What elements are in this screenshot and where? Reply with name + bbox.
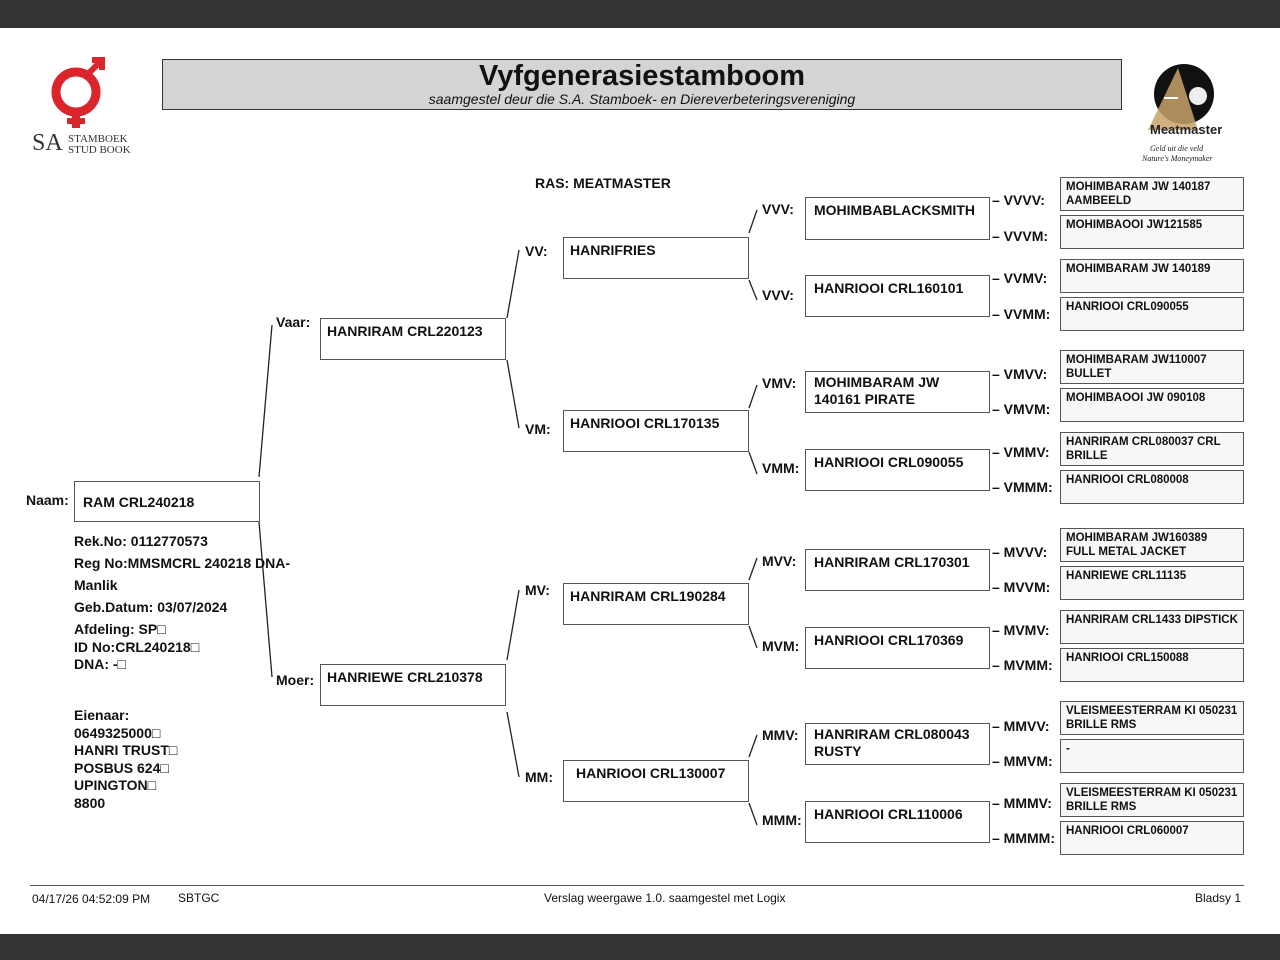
gen4-box (1060, 297, 1244, 331)
logo-initials: SA (32, 130, 63, 156)
gen1-box (320, 318, 506, 360)
gen4-name: VLEISMEESTERRAM KI 050231 BRILLE RMS (1066, 705, 1238, 731)
page-title: Vyfgenerasiestamboom (478, 60, 806, 92)
afdeling: Afdeling: SP□ (74, 621, 166, 637)
animal-info (74, 530, 290, 618)
gen1-name: HANRIEWE CRL210378 (327, 669, 483, 685)
gen3-box (805, 449, 990, 491)
gen4-label: – VMVM: (992, 401, 1051, 417)
gen4-label: – MMVM: (992, 753, 1053, 769)
animal-info-2 (74, 621, 199, 674)
gen3-label: MMM: (762, 812, 802, 828)
gen3-box (805, 275, 990, 317)
gen4-label: – VMVV: (992, 366, 1048, 382)
gen4-box (1060, 177, 1244, 211)
gen4-name: HANRIRAM CRL1433 DIPSTICK (1066, 614, 1238, 626)
gen4-label: – MMMV: (992, 795, 1052, 811)
gen4-box (1060, 259, 1244, 293)
gen4-box (1060, 648, 1244, 682)
gen4-name: HANRIOOI CRL080008 (1066, 474, 1189, 486)
owner-name: HANRI TRUST□ (74, 742, 178, 759)
gen3-name: MOHIMBABLACKSMITH (814, 202, 975, 218)
owner-address: POSBUS 624□ (74, 759, 169, 776)
gen4-box (1060, 566, 1244, 600)
gen3-box (805, 197, 990, 240)
id-no: ID No:CRL240218□ (74, 638, 200, 655)
gen4-box (1060, 739, 1244, 773)
gen2-name: HANRIRAM CRL190284 (570, 588, 726, 604)
gen3-name: HANRIRAM CRL080043 RUSTY (814, 726, 970, 759)
gen1-label: Vaar: (276, 314, 311, 330)
gen3-name: HANRIOOI CRL090055 (814, 454, 964, 470)
logo-tagline2: Nature's Moneymaker (1142, 154, 1213, 163)
gen3-box (805, 723, 990, 765)
gen4-name: VLEISMEESTERRAM KI 050231 BRILLE RMS (1066, 787, 1238, 813)
gen1-name: HANRIRAM CRL220123 (327, 323, 483, 339)
sex: Manlik (74, 577, 118, 593)
gen4-box (1060, 388, 1244, 422)
gen3-label: VMV: (762, 375, 797, 391)
gen2-label: MV: (525, 582, 550, 598)
reg-no: Reg No:MMSMCRL 240218 DNA- (74, 555, 290, 571)
gen4-name: MOHIMBAOOI JW121585 (1066, 219, 1203, 231)
rek-no: Rek.No: 0112770573 (74, 533, 208, 549)
gen4-box (1060, 701, 1244, 735)
gen4-name: MOHIMBARAM JW110007 BULLET (1066, 354, 1207, 380)
gen4-label: – MVMV: (992, 622, 1050, 638)
gen4-label: – MVVM: (992, 579, 1051, 595)
gen4-box (1060, 432, 1244, 466)
gen4-name: MOHIMBARAM JW 140189 (1066, 263, 1211, 275)
gen2-box (563, 237, 749, 279)
gen3-name: HANRIRAM CRL170301 (814, 554, 970, 570)
gen3-label: VMM: (762, 460, 800, 476)
gen4-name: HANRIOOI CRL090055 (1066, 301, 1189, 313)
gen3-name: HANRIOOI CRL110006 (814, 806, 963, 822)
gen3-label: MVV: (762, 553, 797, 569)
gen2-label: MM: (525, 769, 553, 785)
footer-timestamp: 04/17/26 04:52:09 PM (32, 892, 151, 906)
gen4-label: – VVMV: (992, 270, 1048, 286)
gen3-label: MMV: (762, 727, 799, 743)
gen1-label: Moer: (276, 672, 315, 688)
gen3-box (805, 371, 990, 413)
gen2-box (563, 583, 749, 625)
gen3-name: HANRIOOI CRL160101 (814, 280, 964, 296)
gen3-label: VVV: (762, 201, 794, 217)
gen2-label: VV: (525, 243, 548, 259)
gen4-box (1060, 215, 1244, 249)
gen4-name: - (1066, 743, 1070, 755)
breed-label: RAS: MEATMASTER (535, 175, 671, 191)
gen4-name: MOHIMBARAM JW 140187 AAMBEELD (1066, 181, 1211, 207)
gen4-label: – MMVV: (992, 718, 1050, 734)
gen2-name: HANRIOOI CRL170135 (570, 415, 720, 431)
gen4-label: – VVVV: (992, 192, 1045, 208)
logo-line2: STUD BOOK (68, 144, 131, 156)
owner-label: Eienaar: (74, 707, 130, 723)
gen3-box (805, 627, 990, 669)
gen4-label: – MMMM: (992, 830, 1055, 846)
footer-page: Bladsy 1 (1195, 891, 1242, 905)
gen4-name: MOHIMBAOOI JW 090108 (1066, 392, 1206, 404)
logo-brand: Meatmaster (1150, 122, 1223, 137)
dna: DNA: -□ (74, 656, 127, 673)
gen4-box (1060, 610, 1244, 644)
gen4-name: HANRIRAM CRL080037 CRL BRILLE (1066, 436, 1221, 462)
gen4-box (1060, 470, 1244, 504)
gen3-label: VVV: (762, 287, 794, 303)
gen4-box (1060, 350, 1244, 384)
gen4-label: – VMMM: (992, 479, 1053, 495)
owner-block (74, 707, 177, 813)
gen3-label: MVM: (762, 638, 800, 654)
owner-town: UPINGTON□ (74, 777, 157, 794)
gen4-name: HANRIEWE CRL11135 (1066, 570, 1187, 582)
gen3-name: MOHIMBARAM JW 140161 PIRATE (814, 374, 940, 407)
gen1-box (320, 664, 506, 706)
gen4-label: – VVMM: (992, 306, 1051, 322)
footer-divider (30, 885, 1244, 886)
logo-line1: STAMBOEK (68, 133, 128, 145)
footer-code: SBTGC (178, 891, 220, 905)
gen4-name: HANRIOOI CRL060007 (1066, 825, 1189, 837)
gen4-label: – VMMV: (992, 444, 1050, 460)
gen4-name: HANRIOOI CRL150088 (1066, 652, 1189, 664)
gen2-name: HANRIFRIES (570, 242, 656, 258)
gen2-name: HANRIOOI CRL130007 (576, 765, 726, 781)
gen3-name: HANRIOOI CRL170369 (814, 632, 964, 648)
page-subtitle: saamgestel deur die S.A. Stamboek- en Diereverbeteringsvereniging (428, 91, 856, 107)
gen2-label: VM: (525, 421, 551, 437)
gen4-box (1060, 783, 1244, 817)
owner-postcode: 8800 (74, 794, 106, 811)
gen2-box (563, 410, 749, 452)
owner-phone: 0649325000□ (74, 724, 161, 741)
gen4-box (1060, 528, 1244, 562)
gen4-label: – MVMM: (992, 657, 1053, 673)
gen4-label: – VVVM: (992, 228, 1049, 244)
naam-label: Naam: (26, 492, 69, 508)
birth-date: Geb.Datum: 03/07/2024 (74, 599, 228, 615)
gen3-box (805, 549, 990, 591)
gen2-box (563, 760, 749, 802)
footer-version: Verslag weergawe 1.0. saamgestel met Logix (544, 891, 786, 905)
animal-box (74, 481, 260, 522)
animal-name: RAM CRL240218 (83, 494, 195, 510)
gen4-name: MOHIMBARAM JW160389 FULL METAL JACKET (1066, 532, 1208, 558)
gen3-box (805, 801, 990, 843)
logo-tagline1: Geld uit die veld (1150, 144, 1204, 153)
gen4-box (1060, 821, 1244, 855)
gen4-label: – MVVV: (992, 544, 1048, 560)
